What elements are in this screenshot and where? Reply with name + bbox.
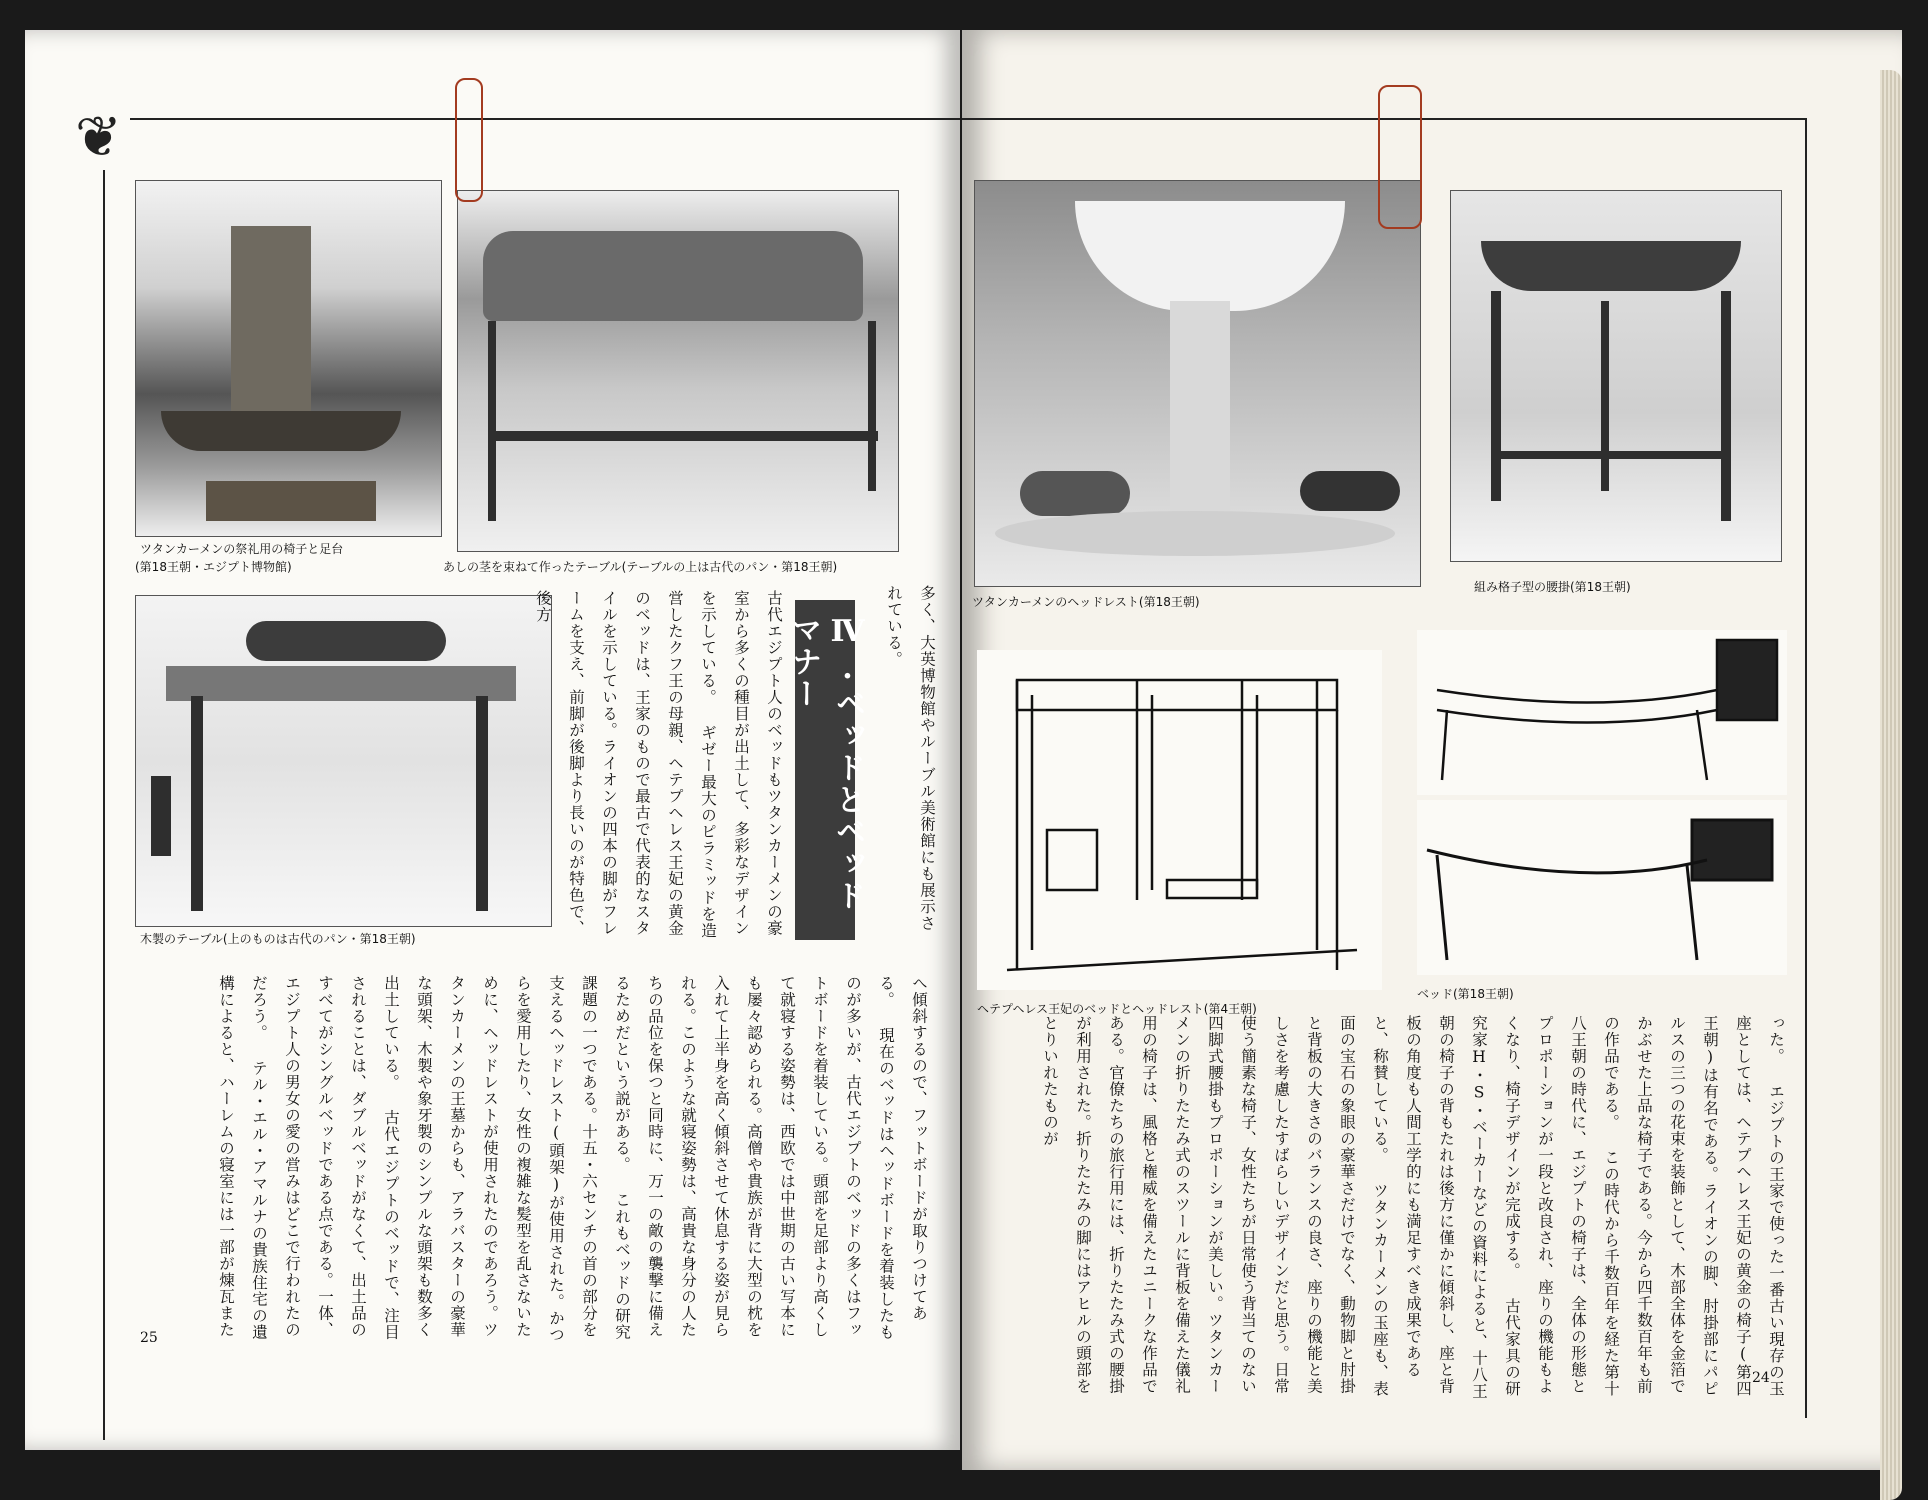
chair-caption-sub: (第18王朝・エジプト博物館) bbox=[135, 560, 292, 574]
left-rule bbox=[103, 170, 105, 1440]
wood-table-caption: 木製のテーブル(上のものは古代のパン・第18王朝) bbox=[140, 932, 416, 946]
wood-table-photo bbox=[135, 595, 552, 927]
right-lower-text-block: った。 エジプトの王家で使った一番古い現存の玉座としては、ヘテプヘレス王妃の黄金の椅子(第四王朝)は有名である。ライオンの脚、肘掛部にパピルスの三つの花束を装飾として、木部全体を金箔でかぶせた上品な椅子である。今から四千数百年も前の作品である。 この時代から千数百年を経た第十八王朝の時代に、エジプトの椅子は、全体の形態とプロポーションが一段と改良され、座りの機能もよくなり、椅子デザインが完成する。 古代家具の研究家H・S・ベーカーなどの資料によると、十八王朝の椅子の背もたれは後方に僅かに傾斜し、座と背板の角度も人間工学的にも満足すべき成果であると、称賛している。 ツタンカーメンの玉座も、表面の宝石の象眼の豪華さだけでなく、動物脚と肘掛と背板の大きさのバランスの良さ、座りの機能と美しさを考慮したすばらしいデザインだと思う。日常使う簡素な椅子、女性たちが日常使う背当てのない四脚式腰掛もプロポーションが美しい。ツタンカーメンの折りたたみ式のスツールに背板を備えた儀礼用の椅子は、風格と権威を備えたユニークな作品である。官僚たちの旅行用には、折りたたみ式の腰掛が利用された。折りたたみの脚にはアヒルの頭部をとりいれたものが bbox=[1041, 1015, 1785, 1400]
page-number-right: 24 bbox=[1752, 1370, 1770, 1386]
reed-table-caption: あしの茎を束ねて作ったテーブル(テーブルの上は古代のパン・第18王朝) bbox=[443, 560, 838, 574]
scroll-ornament-icon: ❦ bbox=[75, 105, 122, 170]
page-edge bbox=[1880, 70, 1902, 1500]
top-rule bbox=[130, 118, 960, 120]
stool-caption: 組み格子型の腰掛(第18王朝) bbox=[1474, 580, 1631, 594]
right-rule bbox=[1805, 118, 1807, 1418]
canopy-caption: ヘテプヘレス王妃のベッドとヘッドレスト(第4王朝) bbox=[977, 1002, 1257, 1016]
canopy-bed-drawing bbox=[977, 650, 1382, 990]
upper-text-block: 古代エジプト人のベッドもツタンカーメンの豪室から多くの種目が出土して、多彩なデザインを示している。 ギゼー最大のピラミッドを造営したクフ王の母親、ヘテプヘレス王妃の黄金のベッドは、王家のもので最古で代表的なスタイルを示している。ライオンの四本の脚がフレームを支え、前脚が後脚より長いのが特色で、後方 bbox=[534, 590, 783, 939]
thread-loop-right bbox=[1378, 85, 1422, 229]
headrest-photo bbox=[974, 180, 1421, 587]
bed-drawing-upper bbox=[1417, 630, 1787, 795]
chair-photo bbox=[135, 180, 442, 537]
lower-text-block: へ傾斜するので、フットボードが取りつけてある。 現在のベッドはヘッドボードを着装したものが多いが、古代エジプトのベッドの多くはフットボードを着装している。頭部を足部より高くして就寝する姿勢は、西欧では中世期の古い写本にも屡々認められる。高僧や貴族が背に大型の枕を入れて上半身を高く傾斜させて休息する姿が見られる。このような就寝姿勢は、高貴な身分の人たちの品位を保つと同時に、万一の敵の襲撃に備えるためだという説がある。 これもベッドの研究課題の一つである。十五・六センチの首の部分を支えるヘッドレスト(頭架)が使用された。かつらを愛用したり、女性の複雑な髪型を乱さないために、ヘッドレストが使用されたのであろう。ツタンカーメンの王墓からも、アラバスターの豪華な頭架、木製や象牙製のシンプルな頭架も数多く出土している。 古代エジプトのベッドで、注目されることは、ダブルベッドがなくて、出土品のすべてがシングルベッドである点である。一体、エジプト人の男女の愛の営みはどこで行われたのだろう。 テル・エル・アマルナの貴族住宅の遺構によると、ハーレムの寝室には一部が煉瓦また bbox=[217, 975, 928, 1343]
headrest-caption: ツタンカーメンのヘッドレスト(第18王朝) bbox=[972, 595, 1200, 609]
chair-caption: ツタンカーメンの祭礼用の椅子と足台 bbox=[140, 542, 344, 556]
upper-text-right: 多く、大英博物館やルーブル美術館にも展示されている。 bbox=[885, 585, 936, 932]
thread-loop-left bbox=[455, 78, 483, 202]
page-number-left: 25 bbox=[140, 1330, 158, 1346]
bed-caption: ベッド(第18王朝) bbox=[1417, 987, 1514, 1001]
stool-photo bbox=[1450, 190, 1782, 562]
section-heading: Ⅳ.ベッドとベッドマナー bbox=[795, 600, 855, 940]
right-page bbox=[962, 30, 1902, 1470]
bed-drawing-lower bbox=[1417, 800, 1787, 975]
reed-table-photo bbox=[457, 190, 899, 552]
left-page bbox=[25, 30, 960, 1450]
